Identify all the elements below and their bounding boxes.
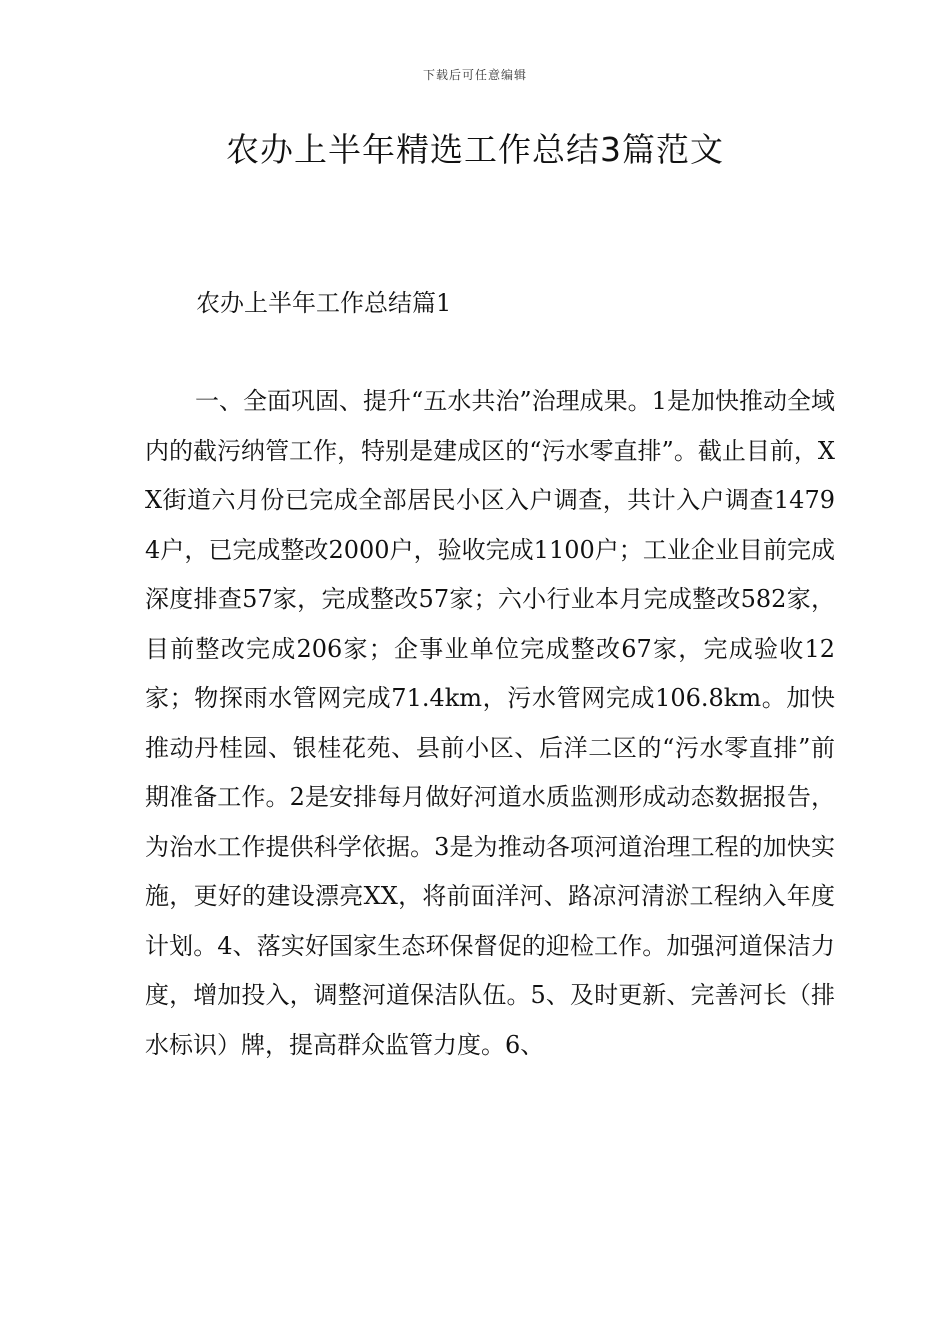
body-paragraph: 一、全面巩固、提升“五水共治”治理成果。1是加快推动全域内的截污纳管工作，特别是建成区的“污水零直排”。截止目前，XX街道六月份已完成全部居民小区入户调查，共计入户调查14794户，已完成整改2000户，验收完成1100户；工业企业目前完成深度排查57家，完成整改57家；六小行业本月完成整改582家，目前整改完成206家；企事业单位完成整改67家，完成验收12家；物探雨水管网完成71.4km，污水管网完成106.8km。加快推动丹桂园、银桂花苑、县前小区、后洋二区的“污水零直排”前期准备工作。2是安排每月做好河道水质监测形成动态数据报告，为治水工作提供科学依据。3是为推动各项河道治理工程的加快实施，更好的建设漂亮XX，将前面洋河、路凉河清淤工程纳入年度计划。4、落实好国家生态环保督促的迎检工作。加强河道保洁力度，增加投入，调整河道保洁队伍。5、及时更新、完善河长（排水标识）牌，提高群众监管力度。6、	[145, 387, 835, 1059]
section-heading: 农办上半年工作总结篇1	[196, 289, 452, 317]
header-note: 下载后可任意编辑	[422, 68, 527, 82]
document-title: 农办上半年精选工作总结3篇范文	[226, 130, 724, 169]
